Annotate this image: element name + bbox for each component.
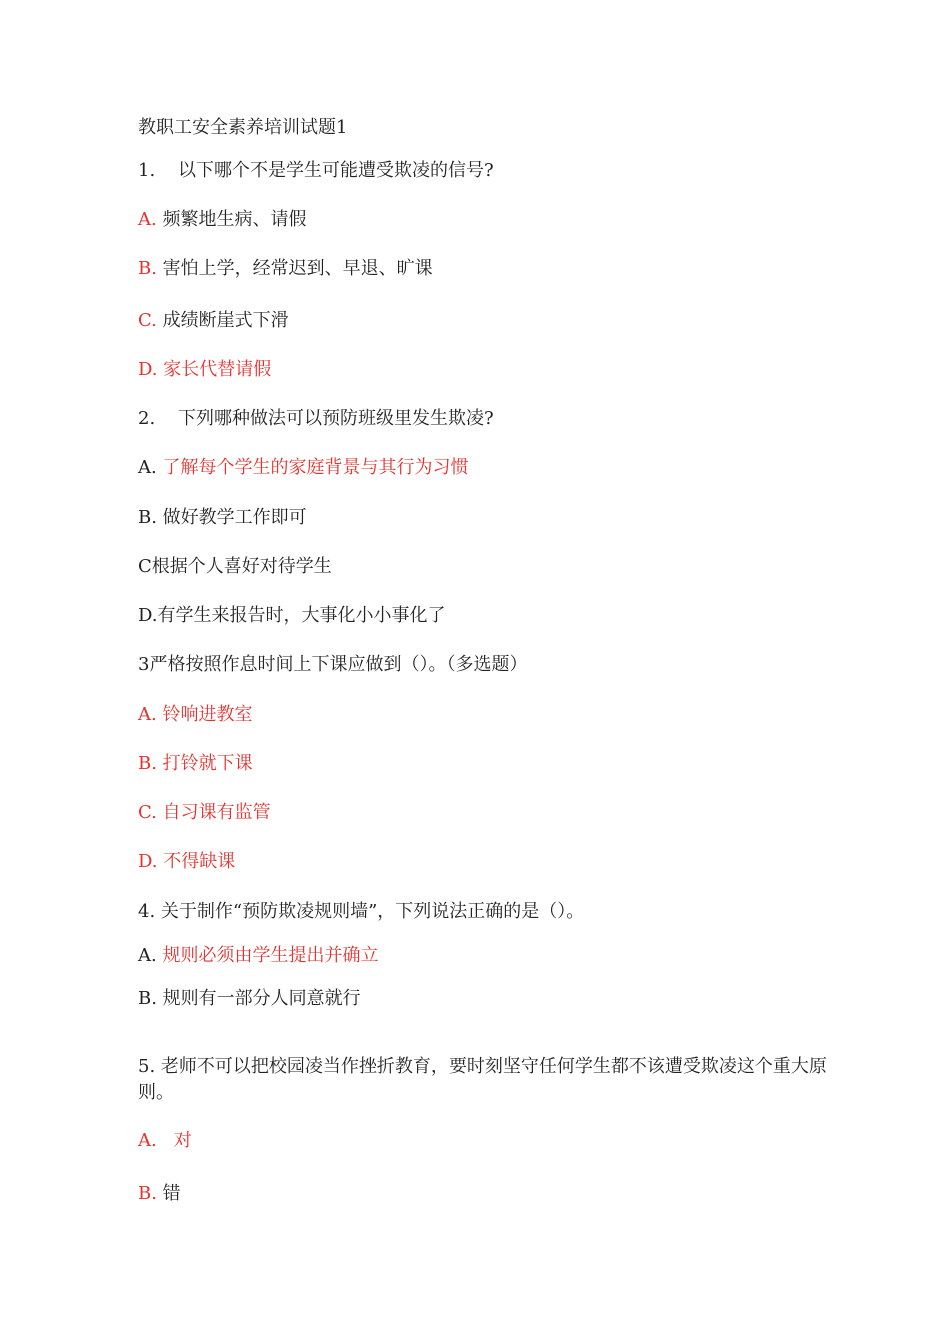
q1-option-a-letter: A.	[138, 209, 157, 230]
q3-option-b: B. 打铃就下课	[138, 753, 253, 774]
q4-option-a	[138, 945, 378, 967]
q2-option-a-letter: A.	[138, 457, 163, 478]
q2-option-d: D.有学生来报告时，大事化小小事化了	[138, 605, 446, 626]
q1-option-b-letter: B.	[138, 258, 157, 279]
q5-option-b-text: 错	[156, 1183, 181, 1204]
q4-option-a-text: 规则必须由学生提出并确立	[162, 945, 379, 966]
q3-option-a: A. 铃响进教室	[138, 704, 253, 725]
q3-question: 3严格按照作息时间上下课应做到（）。（多选题）	[138, 654, 528, 675]
q3-option-d: D. 不得缺课	[138, 851, 236, 872]
q5-option-b	[138, 1183, 181, 1205]
q5-option-a: A. 对	[138, 1130, 192, 1151]
q5-question: 5. 老师不可以把校园凌当作挫折教育，要时刻坚守任何学生都不该遭受欺凌这个重大原则。	[138, 1056, 827, 1103]
q2-option-a-text: 了解每个学生的家庭背景与其行为习惯	[162, 457, 469, 478]
q5-option-b-letter: B.	[138, 1183, 157, 1204]
q1-option-d: D. 家长代替请假	[138, 359, 272, 380]
q1-option-b-text: 害怕上学，经常迟到、早退、旷课	[156, 258, 433, 279]
q4-option-b: B. 规则有一部分人同意就行	[138, 988, 361, 1009]
q1-question: 1. 以下哪个不是学生可能遭受欺凌的信号?	[138, 160, 494, 181]
q2-option-a	[138, 457, 468, 479]
q2-option-b: B. 做好教学工作即可	[138, 507, 307, 528]
doc-title: 教职工安全素养培训试题1	[138, 117, 348, 138]
q1-option-c-letter: C.	[138, 310, 157, 331]
q1-option-c-text: 成绩断崖式下滑	[156, 310, 289, 331]
q4-option-a-letter: A.	[138, 945, 163, 966]
q1-option-b	[138, 258, 433, 280]
q2-option-c: C根据个人喜好对待学生	[138, 556, 332, 577]
q4-question: 4. 关于制作“预防欺凌规则墙”，下列说法正确的是（）。	[138, 901, 585, 922]
q1-option-a	[138, 209, 306, 231]
q3-option-c: C. 自习课有监管	[138, 802, 271, 823]
q1-option-a-text: 频繁地生病、请假	[156, 209, 307, 230]
q2-question: 2. 下列哪种做法可以预防班级里发生欺凌?	[138, 408, 494, 429]
q1-option-c	[138, 310, 289, 332]
